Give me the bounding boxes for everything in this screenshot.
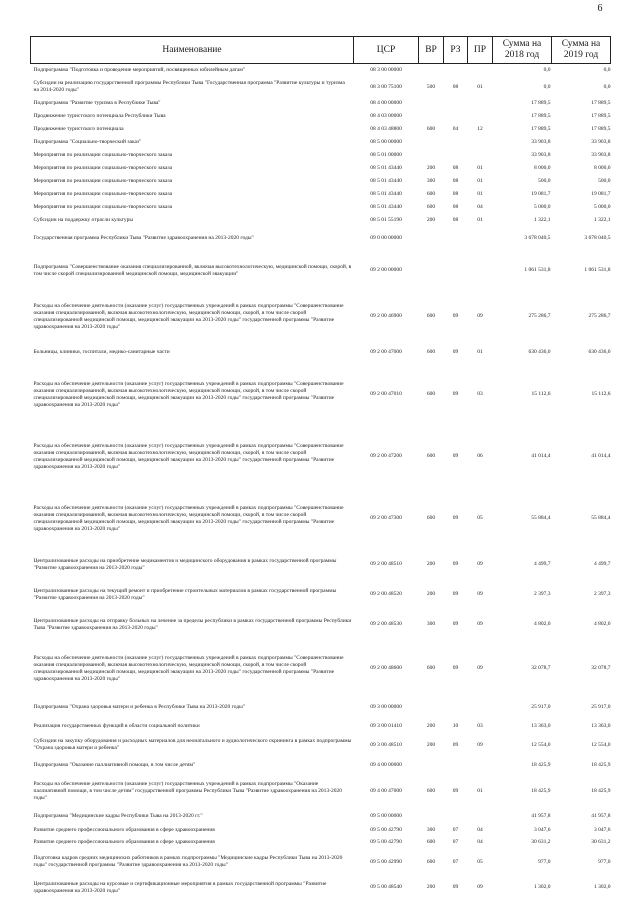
cell-vr: 600: [426, 858, 436, 865]
cell-name: Централизованные расходы на курсовые и сертификационные мероприятия в рамках государственной программы "Развитие здравоохранения на 2013-2020 годы": [33, 880, 327, 894]
cell-rz: 09: [452, 788, 459, 794]
table-row: [31, 550, 611, 580]
cell-rz: 09: [452, 591, 459, 597]
table-body: [31, 64, 611, 900]
header-pr: ПР: [468, 37, 493, 64]
cell-name: Субсидии на реализацию государственной программы Республики Тыва "Государственная программа "Развитие культуры и туризма на 2014-2020 годы": [33, 80, 345, 93]
cell-pr: [468, 698, 493, 718]
cell-sum-2019: 13 363,0: [591, 722, 611, 729]
cell-rz: 09: [452, 561, 459, 567]
cell-csr: 09 2 00 00000: [370, 267, 402, 273]
cell-vr: 600: [426, 190, 436, 197]
cell-sum-2018: 977,0: [538, 858, 551, 865]
cell-rz: 09: [452, 453, 459, 459]
cell-sum-2018: 17 889,5: [531, 125, 551, 132]
cell-pr: [468, 136, 493, 149]
cell-sum-2019: 33 903,8: [591, 151, 611, 158]
cell-rz: [444, 250, 468, 292]
cell-rz: [444, 808, 468, 825]
cell-sum-2019: 3 678 040,5: [584, 235, 611, 241]
cell-sum-2018: 5 000,0: [534, 203, 551, 210]
cell-sum-2018: 2 397,3: [534, 591, 551, 597]
cell-name: Расходы на обеспечение деятельности (оказание услуг) государственных учреждений в рамках подпрограммы "Совершенствование оказания специализированной, включая высокотехнологическую, медицинской помощи, скорой, в том числе скорой специализированной медицинской помощи, медицинской эвакуации на 2013-2020 годы" государственной программы "Развитие здравоохранения на 2013-2020 годы": [33, 302, 344, 330]
cell-csr: 08 4 03 48800: [370, 125, 402, 132]
cell-name: Централизованные расходы на отправку больных на лечение за пределы республики в рамках государственной программы Республики Тыва "Развитие здравоохранения на 2013-2020 годы": [33, 617, 352, 631]
cell-pr: [468, 250, 493, 292]
cell-sum-2019: 33 903,8: [591, 138, 611, 145]
table-row: [31, 580, 611, 610]
cell-vr: [419, 110, 444, 123]
cell-pr: [468, 149, 493, 162]
cell-csr: 08 5 01 43440: [370, 203, 402, 210]
cell-rz: 09: [452, 515, 459, 521]
cell-vr: [419, 97, 444, 110]
cell-csr: 09 5 00 42790: [370, 838, 402, 845]
table-row: [31, 426, 611, 488]
cell-sum-2019: 32 078,7: [591, 665, 611, 671]
cell-name: Подготовка кадров средних медицинских работников в рамках подпрограммы "Медицинские кадры Республики Тыва на 2013-2020 годы" государственной программы "Развитие здравоохранения на 2013-2020 годы": [33, 855, 343, 868]
header-rz: РЗ: [444, 37, 468, 64]
cell-sum-2019: 1 302,0: [594, 884, 611, 890]
cell-name: Подпрограмма "Медицинские кадры Республики Тыва на 2013-2020 гг.": [33, 812, 203, 819]
cell-csr: 09 5 00 42790: [370, 826, 402, 833]
cell-pr: 05: [477, 858, 483, 865]
cell-sum-2018: 3 047,6: [534, 826, 551, 833]
cell-csr: 08 5 01 55190: [370, 217, 402, 223]
cell-rz: [444, 698, 468, 718]
cell-pr: 09: [477, 313, 483, 319]
table-row: [31, 735, 611, 756]
cell-vr: 200: [426, 217, 436, 223]
cell-sum-2019: 41 014,4: [591, 453, 611, 459]
cell-rz: [444, 64, 468, 78]
table-row: [31, 78, 611, 97]
cell-pr: 01: [477, 83, 483, 90]
cell-rz: 08: [452, 190, 459, 197]
cell-pr: [468, 228, 493, 250]
cell-csr: 09 2 00 47200: [370, 453, 402, 459]
cell-csr: 09 2 00 47000: [370, 349, 402, 355]
table-row: [31, 250, 611, 292]
cell-vr: 600: [426, 788, 436, 794]
cell-sum-2018: 1 302,0: [534, 884, 551, 890]
cell-sum-2019: 3 047,6: [594, 826, 611, 833]
cell-name: Подпрограмма "Охрана здоровья матери и ребенка в Республике Тыва на 2013-2020 годы": [33, 704, 246, 710]
table-header: [31, 37, 611, 64]
cell-rz: 09: [452, 621, 459, 627]
cell-vr: 600: [426, 453, 436, 459]
header-sum-2019: Сумма на 2019 год: [552, 37, 611, 64]
cell-csr: 08 3 00 75100: [370, 83, 402, 90]
cell-sum-2018: 275 286,7: [528, 313, 551, 319]
cell-sum-2019: 15 112,6: [591, 391, 611, 397]
cell-name: Мероприятия по реализации социально-творческого заказа: [33, 151, 173, 158]
cell-sum-2018: 13 363,0: [531, 722, 551, 729]
cell-pr: 09: [477, 591, 483, 597]
table-row: [31, 756, 611, 776]
cell-csr: 08 4 03 00000: [370, 112, 402, 119]
cell-rz: [444, 756, 468, 776]
cell-sum-2019: 18 425,9: [591, 762, 611, 768]
cell-name: Государственная программа Республики Тыва "Развитие здравоохранения на 2013-2020 годы": [33, 235, 254, 241]
cell-pr: [468, 110, 493, 123]
cell-sum-2019: 1 322,1: [594, 217, 611, 223]
table-row: [31, 610, 611, 640]
cell-rz: 08: [452, 83, 459, 90]
header-name: Наименование: [31, 37, 354, 64]
cell-pr: 01: [477, 190, 483, 197]
cell-rz: 07: [452, 858, 459, 865]
table-row: [31, 640, 611, 698]
cell-vr: [419, 149, 444, 162]
cell-csr: 08 5 00 00000: [370, 138, 402, 145]
budget-table: [30, 36, 611, 900]
cell-vr: [419, 228, 444, 250]
header-vr: ВР: [419, 37, 444, 64]
cell-pr: [468, 97, 493, 110]
cell-sum-2019: 0,0: [603, 83, 611, 90]
cell-rz: 09: [452, 741, 459, 748]
cell-rz: [444, 228, 468, 250]
cell-vr: 200: [426, 722, 436, 729]
cell-sum-2018: 1 322,1: [534, 217, 551, 223]
table-row: [31, 136, 611, 149]
cell-csr: 08 5 01 00000: [370, 151, 402, 158]
cell-csr: 09 2 00 47300: [370, 515, 402, 521]
cell-rz: 04: [452, 125, 459, 132]
cell-sum-2019: 4 499,7: [594, 561, 611, 567]
cell-name: Подпрограмма "Совершенствование оказания специализированной, включая высокотехнологическую, медицинской помощи, скорой, в том числе скорой специализированной медицинской помощи, медицинской эвакуации": [33, 263, 352, 277]
cell-sum-2018: 0,0: [543, 67, 551, 74]
cell-sum-2019: 12 554,0: [591, 741, 611, 748]
cell-name: Расходы на обеспечение деятельности (оказание услуг) государственных учреждений в рамках подпрограммы "Совершенствование оказания специализированной, включая высокотехнологическую, медицинской помощи, скорой, в том числе скорой специализированной медицинской помощи, медицинской эвакуации на 2013-2020 годы" государственной программы "Развитие здравоохранения на 2013-2020 годы": [33, 442, 344, 470]
cell-csr: 09 2 00 47010: [370, 391, 402, 397]
cell-sum-2018: 15 112,6: [531, 391, 551, 397]
cell-rz: 08: [452, 217, 459, 223]
cell-sum-2019: 500,0: [598, 177, 611, 184]
cell-vr: 600: [426, 838, 436, 845]
table-row: [31, 836, 611, 849]
cell-sum-2019: 18 425,9: [591, 788, 611, 794]
cell-vr: [419, 808, 444, 825]
cell-pr: 04: [477, 838, 483, 845]
cell-csr: 09 4 00 47000: [370, 788, 402, 794]
cell-sum-2018: 3 678 040,5: [524, 235, 551, 241]
cell-vr: 200: [426, 884, 436, 890]
cell-csr: 09 5 00 00000: [370, 812, 402, 819]
cell-sum-2019: 25 917,0: [591, 704, 611, 710]
cell-sum-2018: 630 436,0: [528, 349, 551, 355]
cell-csr: 09 2 00 46900: [370, 313, 402, 319]
cell-vr: 600: [426, 391, 436, 397]
cell-rz: [444, 110, 468, 123]
cell-sum-2019: 2 397,3: [594, 591, 611, 597]
table-row: [31, 718, 611, 735]
cell-name: Продвижение туристского потенциала Республики Тыва: [33, 112, 166, 119]
cell-sum-2019: 17 889,5: [591, 112, 611, 119]
cell-pr: [468, 808, 493, 825]
cell-rz: [444, 97, 468, 110]
table-row: [31, 97, 611, 110]
cell-csr: 09 3 00 00000: [370, 704, 402, 710]
table-row: [31, 292, 611, 342]
cell-name: Расходы на обеспечение деятельности (оказание услуг) государственных учреждений в рамках подпрограммы "Совершенствование оказания специализированной, включая высокотехнологическую, медицинской помощи, скорой, в том числе скорой специализированной медицинской помощи, медицинской эвакуации на 2013-2020 годы" государственной программы "Развитие здравоохранения на 2013-2020 годы": [33, 504, 344, 532]
cell-csr: 08 5 01 43440: [370, 177, 402, 184]
cell-vr: [419, 250, 444, 292]
cell-name: Развитие среднего профессионального образования в сфере здравоохранения: [33, 826, 215, 833]
table-row: [31, 808, 611, 825]
cell-vr: 200: [426, 591, 436, 597]
cell-vr: [419, 64, 444, 78]
cell-name: Развитие среднего профессионального образования в сфере здравоохранения: [33, 838, 215, 845]
table-row: [31, 188, 611, 201]
table-row: [31, 64, 611, 78]
cell-sum-2018: 12 554,0: [531, 741, 551, 748]
cell-pr: 01: [477, 164, 483, 171]
cell-csr: 08 5 01 43440: [370, 190, 402, 197]
cell-vr: 200: [426, 741, 436, 748]
cell-pr: 09: [477, 561, 483, 567]
cell-pr: 06: [477, 453, 483, 459]
cell-sum-2019: 17 889,5: [591, 125, 611, 132]
cell-vr: [419, 698, 444, 718]
table-row: [31, 214, 611, 228]
cell-name: Подпрограмма "Социально-творческий заказ": [33, 138, 142, 145]
header-csr: ЦСР: [354, 37, 419, 64]
cell-sum-2018: 55 884,4: [531, 515, 551, 521]
cell-csr: 08 3 00 00000: [370, 67, 402, 74]
cell-pr: 01: [477, 349, 483, 355]
table-row: [31, 876, 611, 900]
table-row: [31, 110, 611, 123]
cell-rz: [444, 149, 468, 162]
cell-rz: 09: [452, 349, 459, 355]
cell-sum-2018: 32 078,7: [531, 665, 551, 671]
table-row: [31, 364, 611, 426]
cell-csr: 09 3 00 01410: [370, 722, 402, 729]
cell-csr: 08 4 00 00000: [370, 99, 402, 106]
cell-pr: 09: [477, 665, 483, 671]
table-row: [31, 776, 611, 808]
table-row: [31, 175, 611, 188]
cell-rz: 09: [452, 884, 459, 890]
cell-sum-2019: 19 081,7: [591, 190, 611, 197]
cell-pr: 03: [477, 391, 483, 397]
cell-sum-2018: 17 889,5: [531, 112, 551, 119]
cell-vr: [419, 136, 444, 149]
cell-pr: 09: [477, 741, 483, 748]
table-row: [31, 849, 611, 876]
cell-vr: 200: [426, 561, 436, 567]
table-row: [31, 149, 611, 162]
cell-sum-2019: 8 000,0: [594, 164, 611, 171]
cell-vr: [419, 756, 444, 776]
cell-pr: [468, 756, 493, 776]
cell-csr: 09 0 00 00000: [370, 235, 402, 241]
cell-sum-2019: 977,0: [598, 858, 611, 865]
cell-csr: 09 3 00 48510: [370, 741, 402, 748]
cell-sum-2018: 41 957,8: [531, 812, 551, 819]
cell-sum-2018: 500,0: [538, 177, 551, 184]
cell-vr: 600: [426, 515, 436, 521]
table-row: [31, 123, 611, 136]
cell-vr: 300: [426, 621, 436, 627]
cell-name: Подпрограмма "Оказание паллиативной помощи, в том числе детям": [33, 762, 196, 768]
cell-csr: 09 4 00 00000: [370, 762, 402, 768]
cell-rz: 08: [452, 177, 459, 184]
cell-rz: 07: [452, 838, 459, 845]
cell-sum-2019: 275 286,7: [588, 313, 611, 319]
cell-sum-2019: 0,0: [603, 67, 611, 74]
table-row: [31, 228, 611, 250]
cell-sum-2019: 17 889,5: [591, 99, 611, 106]
cell-sum-2018: 4 802,0: [534, 621, 551, 627]
cell-sum-2018: 33 903,8: [531, 138, 551, 145]
cell-sum-2018: 4 499,7: [534, 561, 551, 567]
cell-name: Мероприятия по реализации социально-творческого заказа: [33, 177, 173, 184]
cell-name: Субсидии на поддержку отрасли культуры: [33, 217, 134, 223]
cell-vr: 600: [426, 203, 436, 210]
cell-csr: 09 2 00 48600: [370, 665, 402, 671]
cell-pr: 09: [477, 884, 483, 890]
cell-vr: 600: [426, 125, 436, 132]
cell-csr: 09 5 00 42990: [370, 858, 402, 865]
cell-sum-2018: 41 014,4: [531, 453, 551, 459]
cell-pr: 01: [477, 177, 483, 184]
cell-sum-2019: 630 436,0: [588, 349, 611, 355]
cell-name: Мероприятия по реализации социально-творческого заказа: [33, 190, 173, 197]
cell-name: Реализация государственных функций в области социальной политики: [33, 722, 200, 729]
table-row: [31, 825, 611, 836]
cell-csr: 09 2 00 48510: [370, 561, 402, 567]
cell-vr: 300: [426, 177, 436, 184]
header-row: [31, 37, 611, 64]
cell-pr: 04: [477, 826, 483, 833]
cell-name: Подпрограмма "Развитие туризма в Республике Тыва": [33, 99, 161, 106]
cell-name: Больницы, клиники, госпитали, медико-санитарные части: [33, 349, 170, 355]
cell-name: Продвижение туристского потенциала: [33, 125, 124, 132]
header-sum-2018: Сумма на 2018 год: [493, 37, 552, 64]
cell-name: Субсидии на закупку оборудования и расходных материалов для неонатального и аудиологического скрининга в рамках подпрограммы "Охрана здоровья матери и ребенка": [33, 738, 352, 751]
cell-name: Централизованные расходы на приобретение медикаментов и медицинского оборудования в рамках государственной программы "Развитие здравоохранения на 2013-2020 годы": [33, 557, 337, 571]
cell-sum-2018: 17 889,5: [531, 99, 551, 106]
table-row: [31, 698, 611, 718]
cell-sum-2018: 33 903,8: [531, 151, 551, 158]
table-row: [31, 201, 611, 214]
page-number: 6: [597, 3, 603, 14]
cell-rz: 09: [452, 391, 459, 397]
table-row: [31, 162, 611, 175]
cell-sum-2018: 25 917,0: [531, 704, 551, 710]
cell-pr: 09: [477, 621, 483, 627]
cell-sum-2018: 1 061 531,8: [524, 267, 551, 273]
cell-pr: 01: [477, 217, 483, 223]
cell-name: Централизованные расходы на текущий ремонт и приобретение строительных материалов в рамках государственной программы "Развитие здравоохранения на 2013-2020 годы": [33, 587, 337, 601]
cell-sum-2019: 4 802,0: [594, 621, 611, 627]
cell-sum-2018: 18 425,9: [531, 788, 551, 794]
cell-name: Расходы на обеспечение деятельности (оказание услуг) государственных учреждений в рамках подпрограммы "Оказание паллиативной помощи, в том числе детям" государственной программы Республики Тыва "Развитие здравоохранения на 2013-2020 годы": [33, 781, 342, 801]
cell-sum-2019: 41 957,8: [591, 812, 611, 819]
cell-sum-2018: 18 425,9: [531, 762, 551, 768]
cell-csr: 09 5 00 48540: [370, 884, 402, 890]
cell-rz: 08: [452, 203, 459, 210]
cell-vr: 300: [426, 826, 436, 833]
cell-vr: 200: [426, 164, 436, 171]
cell-rz: 08: [452, 164, 459, 171]
cell-sum-2019: 30 631,2: [591, 838, 611, 845]
cell-vr: 600: [426, 313, 436, 319]
cell-rz: 10: [452, 722, 459, 729]
cell-sum-2019: 55 884,4: [591, 515, 611, 521]
table-row: [31, 342, 611, 364]
cell-csr: 09 2 00 48520: [370, 591, 402, 597]
cell-rz: [444, 136, 468, 149]
cell-pr: 04: [477, 203, 483, 210]
cell-name: Мероприятия по реализации социально-творческого заказа: [33, 164, 173, 171]
cell-name: Расходы на обеспечение деятельности (оказание услуг) государственных учреждений в рамках подпрограммы "Совершенствование оказания специализированной, включая высокотехнологическую, медицинской помощи, скорой, в том числе скорой специализированной медицинской помощи, медицинской эвакуации на 2013-2020 годы" государственной программы "Развитие здравоохранения на 2013-2020 годы": [33, 654, 344, 682]
cell-sum-2019: 1 061 531,8: [584, 267, 611, 273]
cell-name: Мероприятия по реализации социально-творческого заказа: [33, 203, 173, 210]
cell-sum-2018: 30 631,2: [531, 838, 551, 845]
cell-sum-2019: 5 000,0: [594, 203, 611, 210]
cell-pr: 12: [477, 125, 483, 132]
cell-rz: 09: [452, 313, 459, 319]
cell-sum-2018: 8 000,0: [534, 164, 551, 171]
cell-sum-2018: 0,0: [543, 83, 551, 90]
cell-vr: 500: [426, 83, 436, 90]
cell-name: Подпрограмма "Подготовка и проведение мероприятий, посвященных юбилейным датам": [33, 67, 246, 74]
cell-vr: 600: [426, 665, 436, 671]
cell-sum-2018: 19 081,7: [531, 190, 551, 197]
cell-pr: 03: [477, 722, 483, 729]
cell-rz: 09: [452, 665, 459, 671]
cell-csr: 08 5 01 43440: [370, 164, 402, 171]
cell-csr: 09 2 00 48530: [370, 621, 402, 627]
cell-pr: 01: [477, 788, 483, 794]
cell-pr: 05: [477, 515, 483, 521]
cell-vr: 600: [426, 349, 436, 355]
cell-name: Расходы на обеспечение деятельности (оказание услуг) государственных учреждений в рамках подпрограммы "Совершенствование оказания специализированной, включая высокотехнологическую, медицинской помощи, скорой, в том числе скорой специализированной медицинской помощи, медицинской эвакуации на 2013-2020 годы" государственной программы "Развитие здравоохранения на 2013-2020 годы": [33, 380, 344, 408]
cell-pr: [468, 64, 493, 78]
table-row: [31, 488, 611, 550]
cell-rz: 07: [452, 826, 459, 833]
